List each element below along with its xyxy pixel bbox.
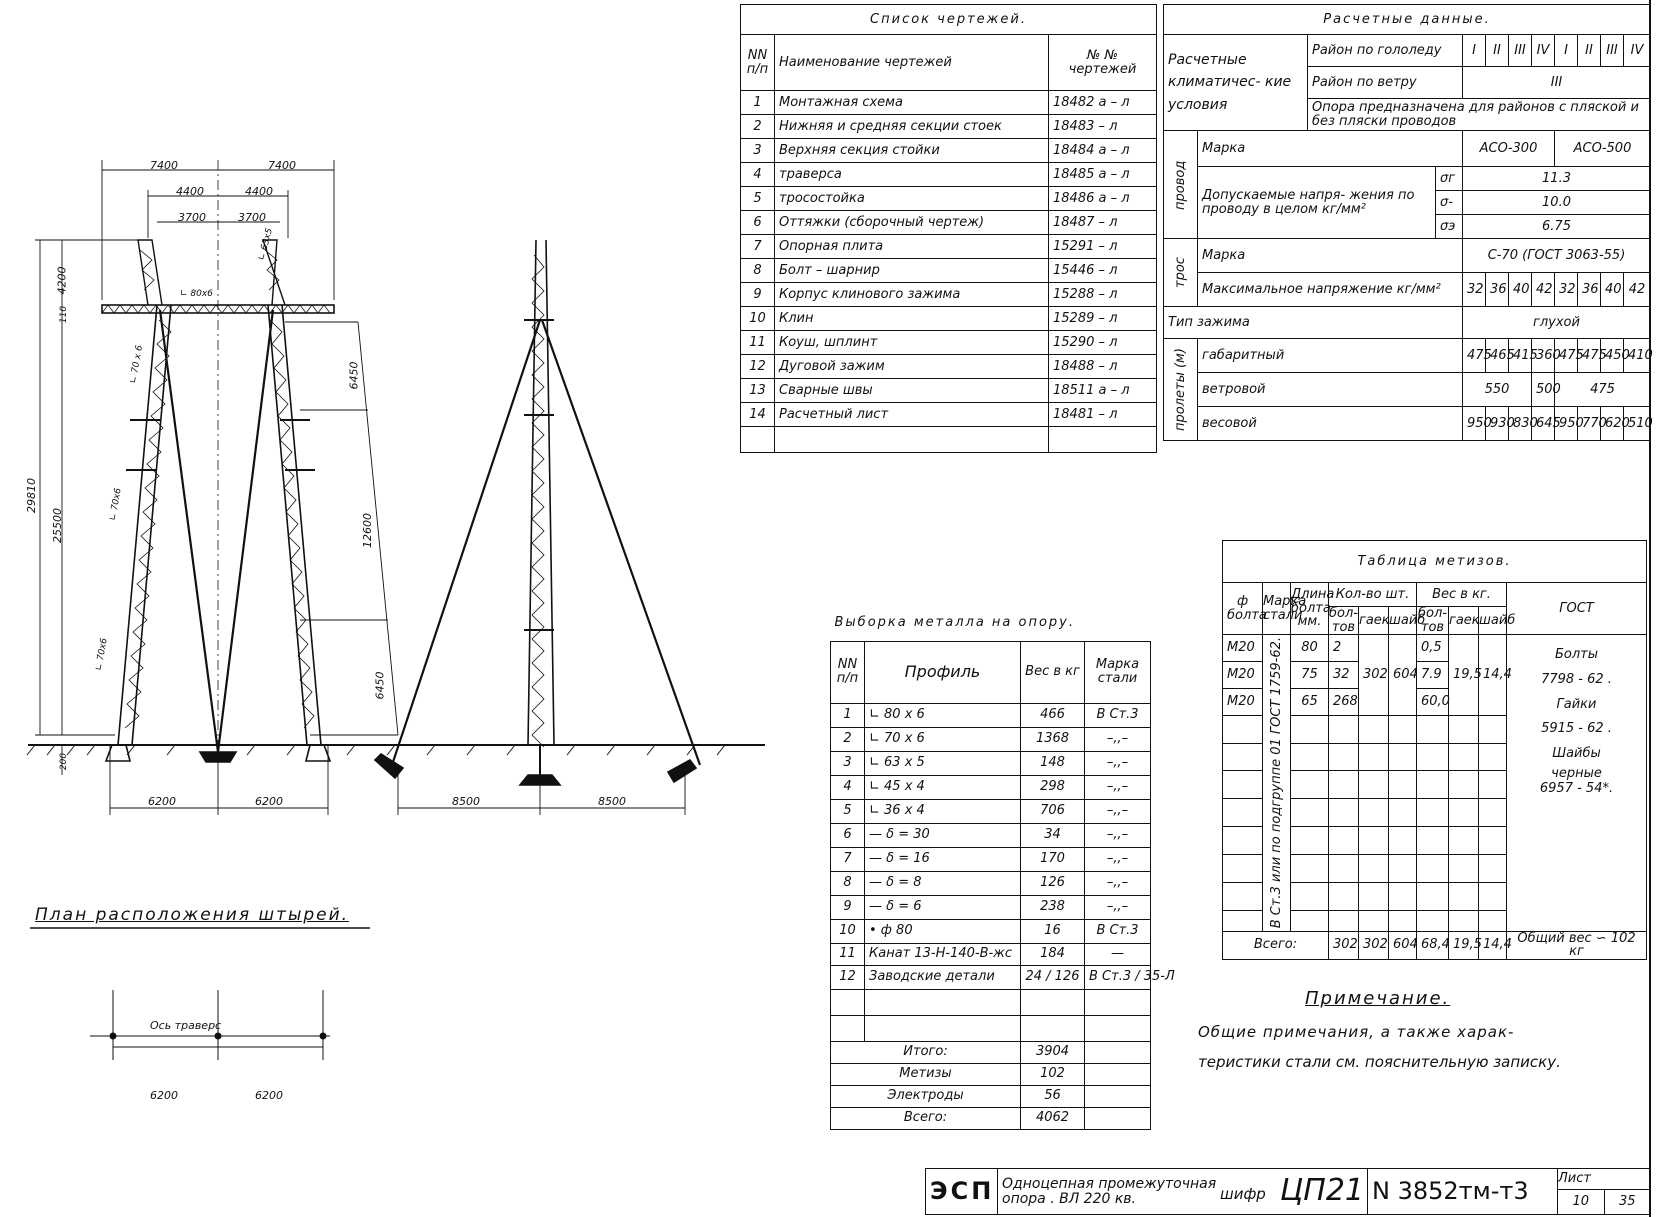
table-row — [741, 307, 1157, 331]
ice-val: IV — [1532, 35, 1555, 67]
table-row — [831, 943, 1151, 965]
metal-col-profile: Профиль — [865, 641, 1021, 703]
metal-num: 9 — [831, 895, 865, 919]
metal-steel: –,,– — [1085, 727, 1151, 751]
table-row — [1223, 635, 1647, 662]
metal-steel: –,,– — [1085, 871, 1151, 895]
spans-label: пролеты (м) — [1164, 339, 1198, 441]
calc-title: Расчетные данные. — [1164, 5, 1651, 35]
metal-num: 12 — [831, 965, 865, 989]
metal-table — [830, 605, 1175, 1130]
metal-weight: 1368 — [1021, 727, 1085, 751]
hw-steel-note: В Ст.3 или по подгруппе 01 ГОСТ 1759-62. — [1263, 635, 1291, 931]
label-angle-80: ∟ 80x6 — [180, 289, 213, 299]
row-num: 14 — [741, 403, 775, 427]
table-row — [741, 91, 1157, 115]
hw-sub-bolts: бол- тов — [1329, 606, 1358, 635]
label-angle-70-b: ∟ 70x6 — [108, 487, 124, 522]
row-code: 18487 – л — [1049, 211, 1157, 235]
metal-weight: 466 — [1021, 703, 1085, 727]
cable-stress-val: 42 — [1532, 273, 1555, 307]
label-angle-63: ∟ 63x5 — [256, 227, 276, 262]
gost-line: Болты — [1554, 647, 1599, 663]
row-name: Оттяжки (сборочный чертеж) — [775, 211, 1049, 235]
clamp-label: Тип зажима — [1164, 307, 1463, 339]
row-name: Клин — [775, 307, 1049, 331]
span-val: 475 — [1578, 339, 1601, 373]
hw-col-count: Кол-во шт. — [1329, 583, 1417, 607]
hw-sub-washers: шайб — [1389, 607, 1417, 635]
plan-axis-label: Ось траверс — [150, 1019, 222, 1032]
row-num: 6 — [741, 211, 775, 235]
dim-side-right: 8500 — [598, 795, 626, 808]
row-num: 9 — [741, 283, 775, 307]
metal-sum-val: 102 — [1021, 1063, 1085, 1085]
dim-top-right: 7400 — [268, 159, 296, 172]
ice-val: III — [1601, 35, 1624, 67]
metal-steel: –,,– — [1085, 847, 1151, 871]
metal-col-weight: Вес в кг — [1021, 641, 1085, 703]
cable-stress-val: 40 — [1509, 273, 1532, 307]
metal-profile: — δ = 6 — [865, 895, 1021, 919]
sheet-label: Лист — [1558, 1169, 1650, 1190]
dim-seg-3: 6450 — [373, 671, 387, 700]
metal-sum-val: 56 — [1021, 1085, 1085, 1107]
hardware-title: Таблица метизов. — [1223, 541, 1647, 583]
row-num: 3 — [741, 139, 775, 163]
row-num: 11 — [741, 331, 775, 355]
hw-w-washers: 14,4 — [1479, 635, 1507, 715]
plan-dim-right: 6200 — [255, 1089, 283, 1102]
row-name: Болт – шарнир — [775, 259, 1049, 283]
span-val: 645 — [1532, 407, 1555, 441]
metal-num: 11 — [831, 943, 865, 965]
metal-col-steel: Марка стали — [1085, 641, 1151, 703]
hw-nuts: 302 — [1359, 635, 1389, 715]
note-title: Примечание. — [1305, 988, 1451, 1009]
climate-label: Расчетные климатичес- кие условия — [1164, 35, 1308, 131]
table-row — [831, 727, 1151, 751]
metal-weight: 148 — [1021, 751, 1085, 775]
metal-steel: В Ст.3 — [1085, 703, 1151, 727]
metal-steel: –,,– — [1085, 895, 1151, 919]
gost-line: 7798 - 62 . — [1541, 671, 1612, 687]
row-num: 12 — [741, 355, 775, 379]
metal-sum-val: 4062 — [1021, 1107, 1085, 1129]
hw-len: 75 — [1291, 662, 1329, 689]
hw-w-bolts: 7.9 — [1417, 662, 1449, 689]
metal-sum-label: Метизы — [831, 1063, 1021, 1085]
metal-num: 8 — [831, 871, 865, 895]
span-val: 550 — [1463, 373, 1532, 407]
table-row — [831, 965, 1151, 989]
dim-h-top: 4200 — [55, 266, 69, 295]
dim-base-left: 6200 — [148, 795, 176, 808]
gost-line: 6957 - 54*. — [1539, 781, 1614, 797]
span-val: 930 — [1486, 407, 1509, 441]
gost-line: 5915 - 62 . — [1541, 721, 1612, 737]
cable-stress-val: 32 — [1463, 273, 1486, 307]
metal-col-num: NN п/п — [831, 641, 865, 703]
span-val: 475 — [1555, 373, 1651, 407]
table-row — [741, 259, 1157, 283]
cable-mark-value: С-70 (ГОСТ 3063-55) — [1463, 239, 1651, 273]
hw-dia: М20 — [1223, 688, 1263, 715]
metal-weight: 238 — [1021, 895, 1085, 919]
row-code: 18481 – л — [1049, 403, 1157, 427]
cable-stress-val: 32 — [1555, 273, 1578, 307]
hw-total-val: 14,4 — [1479, 931, 1507, 959]
metal-sum-label: Всего: — [831, 1107, 1021, 1129]
row-code: 18482 а – л — [1049, 91, 1157, 115]
row-code: 15288 – л — [1049, 283, 1157, 307]
drawings-col-num: NN п/п — [741, 35, 775, 91]
hw-washers: 604 — [1389, 635, 1417, 715]
table-row — [741, 163, 1157, 187]
row-code: 15290 – л — [1049, 331, 1157, 355]
hw-total-val: 604 — [1389, 931, 1417, 959]
hw-bolts: 2 — [1329, 635, 1359, 662]
purpose-text: Опора предназначена для районов с пляской и без пляски проводов — [1308, 99, 1651, 131]
hw-len: 65 — [1291, 688, 1329, 715]
wire-mark-2: АСО-500 — [1555, 131, 1651, 167]
hw-dia: М20 — [1223, 662, 1263, 689]
hw-bolts: 32 — [1329, 662, 1359, 689]
table-row — [831, 799, 1151, 823]
metal-sum-label: Итого: — [831, 1041, 1021, 1063]
metal-steel: В Ст.3 / 35-Л — [1085, 965, 1151, 989]
dim-h-main: 25500 — [51, 508, 64, 543]
row-num: 1 — [741, 91, 775, 115]
gost-line: Гайки — [1556, 696, 1597, 712]
table-row — [831, 919, 1151, 943]
doc-number: N 3852тм-т3 — [1368, 1169, 1558, 1215]
row-num: 2 — [741, 115, 775, 139]
span-val: 465 — [1486, 339, 1509, 373]
cable-stress-val: 36 — [1486, 273, 1509, 307]
stress-symbol: σэ — [1436, 215, 1463, 239]
gost-line: Шайбы — [1552, 746, 1601, 762]
dim-inner-right: 3700 — [238, 211, 266, 224]
hw-w-bolts: 60,0 — [1417, 688, 1449, 715]
cable-stress-label: Максимальное напряжение кг/мм² — [1198, 273, 1463, 307]
org-code: ЭСП — [926, 1169, 998, 1215]
metal-steel: –,,– — [1085, 751, 1151, 775]
hw-total-weight: Общий вес ∽ 102 кг — [1507, 931, 1647, 959]
span-val: 360 — [1532, 339, 1555, 373]
hw-sub-bolts-w: бол- тов — [1418, 606, 1447, 635]
metal-weight: 706 — [1021, 799, 1085, 823]
metal-num: 2 — [831, 727, 865, 751]
table-row — [831, 895, 1151, 919]
title-desc-1: Одноцепная промежуточная — [1002, 1175, 1217, 1192]
row-name: Нижняя и средняя секции стоек — [775, 115, 1049, 139]
span-val: 830 — [1509, 407, 1532, 441]
dim-h-total: 29810 — [25, 478, 38, 513]
note-line-2: теристики стали см. пояснительную записку. — [1198, 1053, 1561, 1071]
title-block — [925, 1168, 1651, 1215]
metal-weight: 24 / 126 — [1021, 965, 1085, 989]
title-desc-2: опора . ВЛ 220 кв. — [1002, 1190, 1137, 1207]
plan-title: План расположения штырей. — [35, 905, 350, 925]
row-num: 4 — [741, 163, 775, 187]
metal-num: 1 — [831, 703, 865, 727]
span-val: 770 — [1578, 407, 1601, 441]
row-name: Расчетный лист — [775, 403, 1049, 427]
hw-total-val: 302 — [1359, 931, 1389, 959]
note-line-1: Общие примечания, а также харак- — [1198, 1023, 1515, 1041]
row-code: 15289 – л — [1049, 307, 1157, 331]
ice-val: II — [1486, 35, 1509, 67]
ice-val: IV — [1624, 35, 1651, 67]
drawings-col-code: № № чертежей — [1049, 35, 1157, 91]
row-num: 13 — [741, 379, 775, 403]
row-code: 18488 – л — [1049, 355, 1157, 379]
hw-col-gost: ГОСТ — [1507, 583, 1647, 635]
row-code: 18484 а – л — [1049, 139, 1157, 163]
row-code: 18483 – л — [1049, 115, 1157, 139]
metal-profile: Заводские детали — [865, 965, 1021, 989]
span-val: 415 — [1509, 339, 1532, 373]
hw-col-len: Длина болта мм. — [1291, 583, 1329, 635]
hw-total-label: Всего: — [1223, 931, 1329, 959]
metal-steel: –,,– — [1085, 823, 1151, 847]
hw-w-bolts: 0,5 — [1417, 635, 1449, 662]
row-num: 8 — [741, 259, 775, 283]
row-name: Опорная плита — [775, 235, 1049, 259]
cipher-label: шифр — [1220, 1185, 1266, 1203]
hw-gost-list — [1507, 635, 1647, 931]
span-label: габаритный — [1198, 339, 1463, 373]
hardware-table — [1222, 540, 1647, 960]
row-code: 15446 – л — [1049, 259, 1157, 283]
row-name: Дуговой зажим — [775, 355, 1049, 379]
metal-profile: ∟ 63 x 5 — [865, 751, 1021, 775]
sheet-total: 35 — [1618, 1194, 1636, 1209]
span-label: ветровой — [1198, 373, 1463, 407]
calc-table — [1163, 4, 1651, 441]
table-row — [831, 751, 1151, 775]
metal-profile: — δ = 16 — [865, 847, 1021, 871]
span-val: 475 — [1555, 339, 1578, 373]
table-row — [831, 823, 1151, 847]
metal-profile: ∟ 70 x 6 — [865, 727, 1021, 751]
row-num: 7 — [741, 235, 775, 259]
metal-profile: ∟ 36 x 4 — [865, 799, 1021, 823]
span-label: весовой — [1198, 407, 1463, 441]
drawings-table — [740, 4, 1157, 453]
metal-weight: 34 — [1021, 823, 1085, 847]
ice-val: II — [1578, 35, 1601, 67]
title-desc-cell — [998, 1169, 1368, 1215]
table-row — [741, 427, 1157, 453]
metal-steel: –,,– — [1085, 775, 1151, 799]
metal-weight: 126 — [1021, 871, 1085, 895]
hw-bolts: 268 — [1329, 688, 1359, 715]
metal-profile: • ф 80 — [865, 919, 1021, 943]
cipher-value: ЦП21 — [1280, 1173, 1365, 1208]
row-code: 15291 – л — [1049, 235, 1157, 259]
hw-total-val: 19,5 — [1449, 931, 1479, 959]
table-row — [741, 211, 1157, 235]
span-val: 410 — [1624, 339, 1651, 373]
dim-inner-left: 3700 — [178, 211, 206, 224]
metal-num: 3 — [831, 751, 865, 775]
dim-mid-right: 4400 — [245, 185, 273, 198]
stress-value: 6.75 — [1463, 215, 1651, 239]
stress-symbol: σ- — [1436, 191, 1463, 215]
metal-steel: — — [1085, 943, 1151, 965]
table-row — [741, 235, 1157, 259]
ice-val: I — [1463, 35, 1486, 67]
metal-profile: — δ = 8 — [865, 871, 1021, 895]
row-num: 5 — [741, 187, 775, 211]
stress-symbol: σг — [1436, 167, 1463, 191]
row-code: 18486 а – л — [1049, 187, 1157, 211]
table-row — [741, 115, 1157, 139]
cable-stress-val: 40 — [1601, 273, 1624, 307]
span-val: 450 — [1601, 339, 1624, 373]
cable-mark-label: Марка — [1198, 239, 1463, 273]
dim-h-200: 200 — [59, 752, 70, 771]
table-row — [831, 871, 1151, 895]
span-val: 620 — [1601, 407, 1624, 441]
span-val: 475 — [1463, 339, 1486, 373]
ice-val: I — [1555, 35, 1578, 67]
drawings-col-name: Наименование чертежей — [775, 35, 1049, 91]
stress-value: 10.0 — [1463, 191, 1651, 215]
sheet-cell — [1558, 1169, 1651, 1215]
metal-num: 5 — [831, 799, 865, 823]
metal-weight: 16 — [1021, 919, 1085, 943]
span-val: 510 — [1624, 407, 1651, 441]
dim-mid-left: 4400 — [176, 185, 204, 198]
hw-total-val: 302 — [1329, 931, 1359, 959]
table-row — [831, 775, 1151, 799]
dim-seg-1: 6450 — [347, 361, 361, 390]
hw-sub-nuts-w: гаек — [1449, 607, 1479, 635]
hw-col-steel: Марка стали — [1263, 583, 1291, 635]
row-num: 10 — [741, 307, 775, 331]
metal-title: Выборка металла на опору. — [831, 605, 1151, 641]
table-row — [741, 187, 1157, 211]
gost-line: черные — [1551, 765, 1602, 781]
cable-stress-val: 42 — [1624, 273, 1651, 307]
wind-value: III — [1463, 67, 1651, 99]
span-val: 500 — [1532, 373, 1555, 407]
table-row — [741, 331, 1157, 355]
metal-steel: В Ст.3 — [1085, 919, 1151, 943]
metal-weight: 170 — [1021, 847, 1085, 871]
dim-base-right: 6200 — [255, 795, 283, 808]
wire-mark-label: Марка — [1198, 131, 1463, 167]
metal-weight: 184 — [1021, 943, 1085, 965]
metal-sum-val: 3904 — [1021, 1041, 1085, 1063]
dim-top-left: 7400 — [150, 159, 178, 172]
metal-profile: ∟ 80 x 6 — [865, 703, 1021, 727]
wire-mark-1: АСО-300 — [1463, 131, 1555, 167]
hw-w-nuts: 19,5 — [1449, 635, 1479, 715]
table-row — [741, 283, 1157, 307]
row-name: траверса — [775, 163, 1049, 187]
cable-stress-val: 36 — [1578, 273, 1601, 307]
row-code: 18511 а – л — [1049, 379, 1157, 403]
span-val: 950 — [1555, 407, 1578, 441]
hw-total-val: 68,4 — [1417, 931, 1449, 959]
row-name: Монтажная схема — [775, 91, 1049, 115]
stress-label: Допускаемые напря- жения по проводу в целом кг/мм² — [1198, 167, 1436, 239]
metal-weight: 298 — [1021, 775, 1085, 799]
wire-label: провод — [1164, 131, 1198, 239]
metal-profile: ∟ 45 x 4 — [865, 775, 1021, 799]
metal-num: 4 — [831, 775, 865, 799]
row-name: Сварные швы — [775, 379, 1049, 403]
wind-label: Район по ветру — [1308, 67, 1463, 99]
row-code: 18485 а – л — [1049, 163, 1157, 187]
hw-len: 80 — [1291, 635, 1329, 662]
table-row — [831, 847, 1151, 871]
cable-label: трос — [1164, 239, 1198, 307]
metal-profile: — δ = 30 — [865, 823, 1021, 847]
stress-value: 11.3 — [1463, 167, 1651, 191]
hw-sub-washers-w: шайб — [1479, 607, 1507, 635]
table-row — [741, 379, 1157, 403]
hw-sub-nuts: гаек — [1359, 607, 1389, 635]
metal-profile: Канат 13-Н-140-В-жс — [865, 943, 1021, 965]
dim-h-110: 110 — [59, 305, 70, 324]
table-row — [741, 403, 1157, 427]
hw-col-weight: Вес в кг. — [1417, 583, 1507, 607]
dim-side-left: 8500 — [452, 795, 480, 808]
metal-num: 7 — [831, 847, 865, 871]
ice-label: Район по гололеду — [1308, 35, 1463, 67]
row-name: тросостойка — [775, 187, 1049, 211]
hw-col-dia: ф болта — [1223, 583, 1263, 635]
table-row — [831, 703, 1151, 727]
label-angle-70-a: ∟ 70 x 6 — [128, 344, 146, 385]
ice-val: III — [1509, 35, 1532, 67]
row-name: Корпус клинового зажима — [775, 283, 1049, 307]
hw-dia: М20 — [1223, 635, 1263, 662]
metal-steel: –,,– — [1085, 799, 1151, 823]
row-name: Верхняя секция стойки — [775, 139, 1049, 163]
table-row — [741, 355, 1157, 379]
plan-dim-left: 6200 — [150, 1089, 178, 1102]
drawings-title: Список чертежей. — [741, 5, 1157, 35]
table-row — [741, 139, 1157, 163]
clamp-value: глухой — [1463, 307, 1651, 339]
label-angle-70-c: ∟ 70x6 — [94, 637, 110, 672]
metal-sum-label: Электроды — [831, 1085, 1021, 1107]
row-name: Коуш, шплинт — [775, 331, 1049, 355]
metal-num: 6 — [831, 823, 865, 847]
sheet-number: 10 — [1558, 1190, 1605, 1214]
dim-seg-2: 12600 — [361, 513, 374, 548]
metal-num: 10 — [831, 919, 865, 943]
span-val: 950 — [1463, 407, 1486, 441]
